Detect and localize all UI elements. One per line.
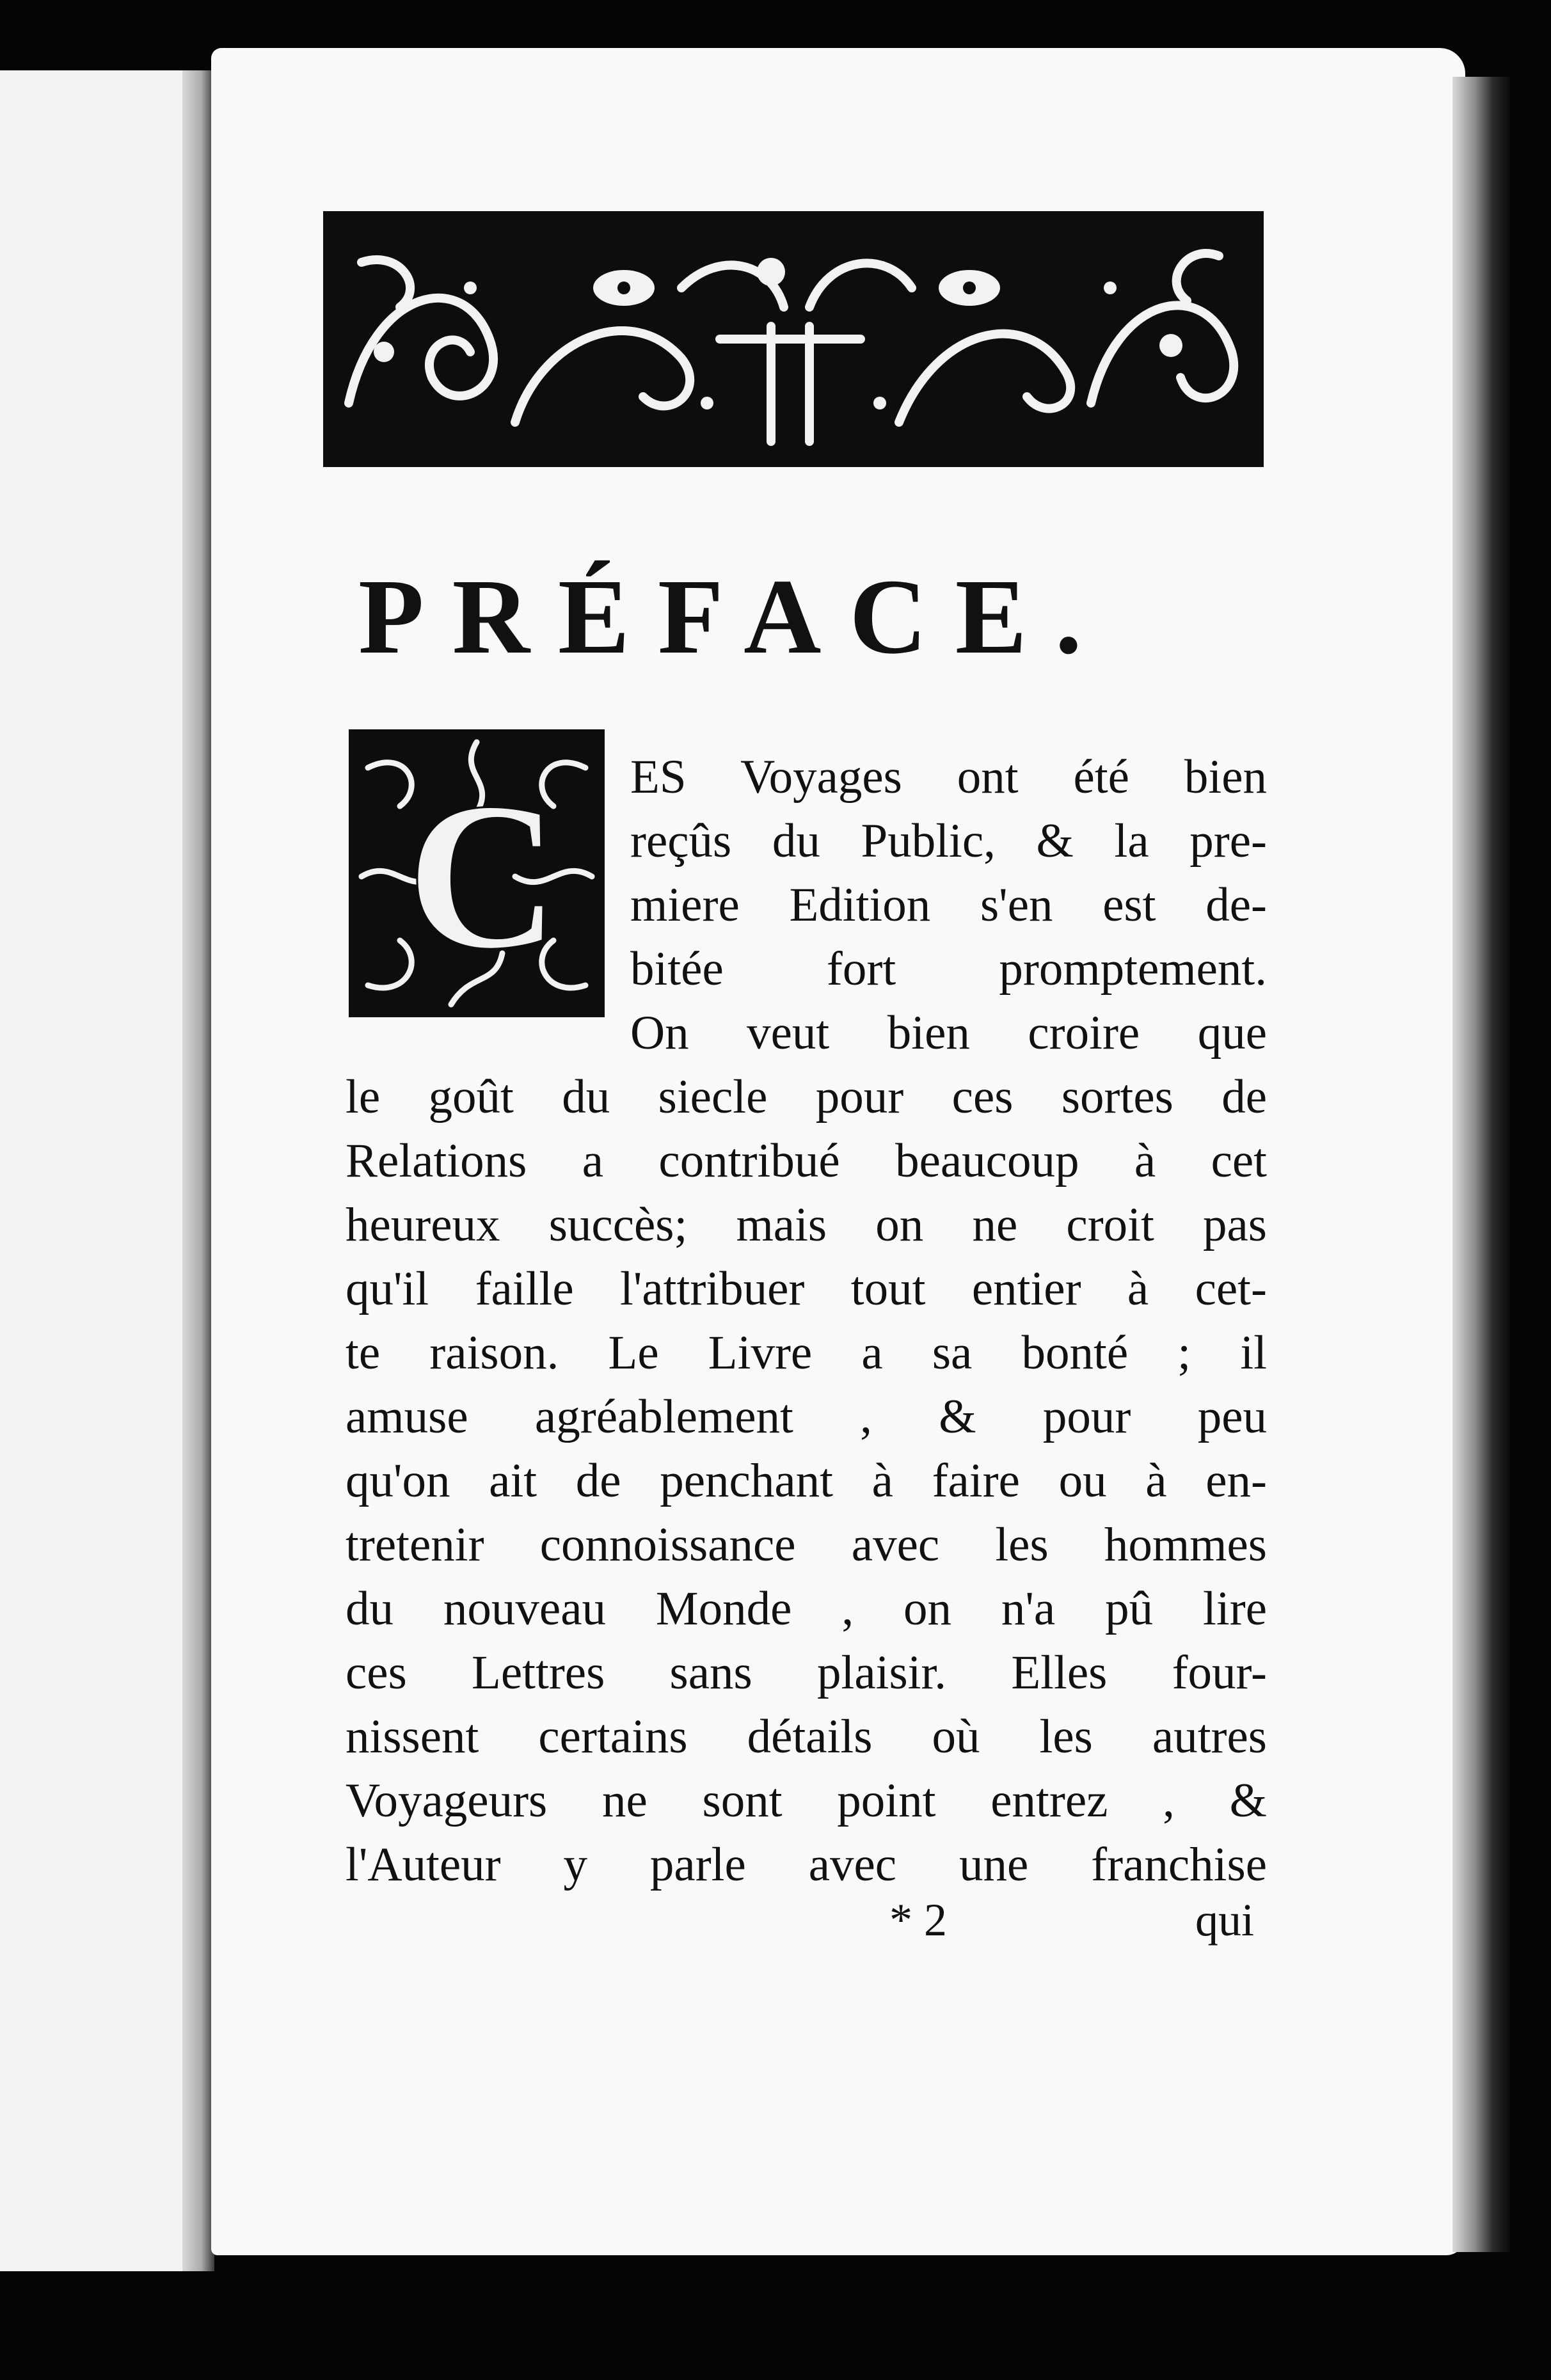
text-line: qu'il faille l'attribuer tout entier à cet- — [346, 1262, 1267, 1315]
text-line: qu'on ait de penchant à faire ou à en- — [346, 1454, 1267, 1507]
text-line: l'Auteur y parle avec une franchise — [346, 1838, 1267, 1891]
text-line: On veut bien croire que — [630, 1006, 1267, 1059]
left-page-edge — [0, 70, 211, 2271]
text-line: bitée fort promptement. — [630, 942, 1267, 996]
text-line: ES Voyages ont été bien — [630, 750, 1267, 804]
text-line: te raison. Le Livre a sa bonté ; il — [346, 1326, 1267, 1379]
drop-cap-letter: C — [406, 759, 560, 993]
text-line: amuse agréablement , & pour peu — [346, 1390, 1267, 1443]
text-line: le goût du siecle pour ces sortes de — [346, 1070, 1267, 1123]
drop-cap-ornament-icon — [349, 729, 605, 1017]
text-line: tretenir connoissance avec les hommes — [346, 1518, 1267, 1571]
text-line: Voyageurs ne sont point entrez , & — [346, 1774, 1267, 1827]
text-line: nissent certains détails où les autres — [346, 1710, 1267, 1763]
text-line: Relations a contribué beaucoup à cet — [346, 1134, 1267, 1187]
page-edge-shadow — [1452, 77, 1510, 2252]
catchword: qui — [1195, 1894, 1255, 1946]
text-line: reçûs du Public, & la pre- — [630, 814, 1267, 868]
text-line: heureux succès; mais on ne croit pas — [346, 1198, 1267, 1251]
text-line: miere Edition s'en est de- — [630, 878, 1267, 932]
headpiece-ornament-icon — [323, 211, 1264, 467]
book-gutter — [182, 70, 214, 2271]
text-line: ces Lettres sans plaisir. Elles four- — [346, 1646, 1267, 1699]
text-line: du nouveau Monde , on n'a pû lire — [346, 1582, 1267, 1635]
page-title: PRÉFACE. — [358, 557, 1110, 676]
signature-mark: * 2 — [889, 1894, 947, 1946]
